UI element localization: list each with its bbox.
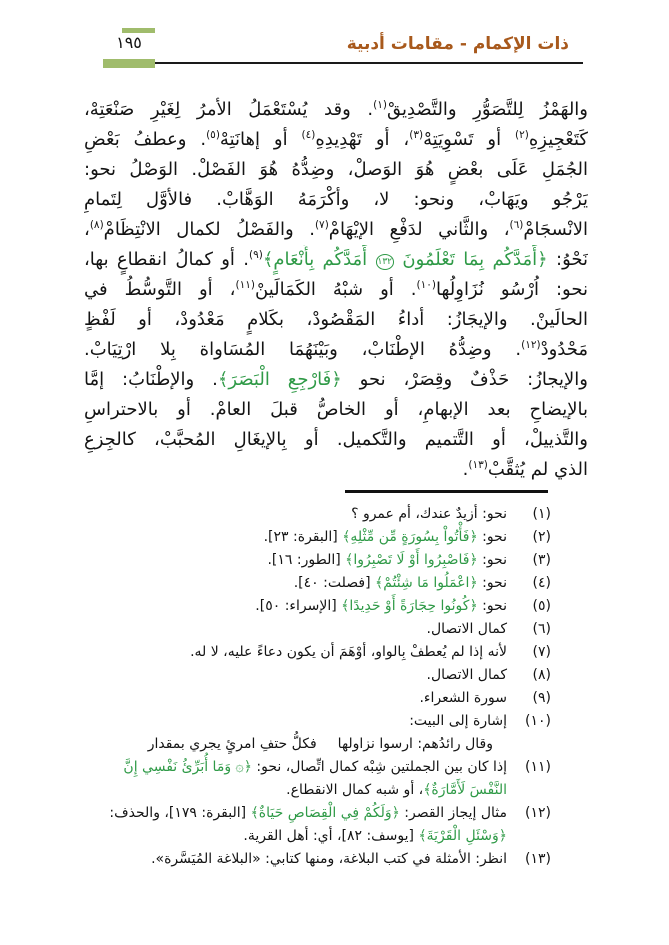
footnote-item [88,549,555,572]
text-run: يَرْجُو ويَهَابْ، ونحو: لا، وأكْرَمَهُ الوَهَّابْ. فالأوَّل لِتَمامِ [84,189,588,210]
text-run: كمال الاتصال. [426,667,507,683]
text-run: الحالَينْ. والإيجَازُ: أداءُ المَقْصُودْ، بكَلامٍ مَعْدُودْ، أو لَفْظٍ [84,309,588,330]
footnote-ref: (٩) [248,249,263,261]
text-run: . وضِدُّهُ الإطْنَابْ، وبَيْنَهُمَا المُسَاواة بِلا ارْتِيَابْ. [84,339,522,360]
text-run: . وقد يُسْتَعْمَلُ الأمرُ لِغَيْرِ صَنْعَتِهْ، [84,99,374,120]
text-run: الذي لم يُثقَّبْ [487,459,588,480]
text-run: والتَّذييلْ، أو التَّتميم والتَّكميل. أو بِالإيغَالِ المُحبَّبْ، كالجِزعِ [84,429,588,450]
body-line [84,185,588,215]
page-number: ١٩٥ [116,33,142,52]
text-run: . وعطفُ بَعْضِ [84,129,207,150]
text-run: لأنه إذا لم يُعطفْ بِالواو، أوْهَمَ أن يكون دعاءً عليه، لا له. [190,644,507,660]
text-run: نحو: [477,552,507,568]
footnote-number: (٩) [532,690,551,706]
footnote-content [267,552,507,568]
footnote-ref: (٤) [301,129,316,141]
text-run: بالإيضاحِ بعد الإبهامِ، أو الخاصُّ قبلَ العامْ. أو بالاحتراسِ [84,399,588,420]
quran-verse: ﴿وَلَكُمْ فِي الْقِصَاصِ حَيَاةٌ﴾ [250,805,400,821]
footnote-ref: (١٢) [521,339,541,351]
quran-verse: ﴿فَارْجِعِ الْبَصَرَ﴾ [217,369,342,390]
footnote-number: (١٣) [525,851,551,867]
text-run: . أو شبْهُ الكَمَالَينْ [255,279,417,300]
text-run: نحو: اُرْسُو نُزَاوِلُها [436,279,588,300]
text-run: إذا كان بين الجملتين شِبْه كمال اتِّصال، نحو: [251,759,507,775]
quran-verse: ﴿فَأْتُواْ بِسُورَةٍ مِّن مِّثْلِهِ﴾ [342,529,478,545]
footnote-ref: (١٣) [468,459,488,471]
text-run: نَحْوُ: [547,249,588,270]
footnote-content [427,621,507,637]
footnote-number: (٣) [532,552,551,568]
footnote-item [88,687,555,710]
body-line [84,125,588,155]
footnotes [88,503,555,871]
footnote-item [88,641,555,664]
quran-verse: ﴿۞ وَمَا أُبَرِّئُ نَفْسِي إِنَّ النَّفْسَ لَأَمَّارَةٌ﴾ [123,759,507,798]
footnote-ref: (٣) [409,129,424,141]
footnote-ref: (١) [373,99,387,111]
text-run: الجُمَلِ عَلَى بعْضٍ هُوَ الوَصلْ، وضِدُّهُ هُوَ الفَصْلْ. الوَصْلُ نحو: [84,159,588,180]
text-run: . والإطْنَابُ: إمَّا [84,369,218,390]
footnote-content [294,575,507,591]
footnote-item [88,572,555,595]
text-run: والهَمْزُ لِلتَّصَوُّرِ والتَّصْدِيقْ [386,99,588,120]
footnote-ref: (١٠) [416,279,437,291]
footnote-content [427,667,507,683]
text-run: [فصلت: ٤٠]. [293,575,375,591]
footnote-number: (١٠) [525,713,551,729]
green-bar-bottom [103,59,155,68]
footnote-number: (١٢) [525,805,551,821]
text-run: نحو: أزيدٌ عندك، أم عمرو ؟ [351,506,507,522]
body-line [84,305,588,335]
footnote-ref: (١١) [235,279,255,291]
body-line [84,215,588,245]
quran-verse: ﴿اعْمَلُوا مَا شِئْتُمْ﴾ [374,575,478,591]
footnote-item [88,595,555,618]
text-run: انظر: الأمثلة في كتب البلاغة، ومنها كتابي: «البلاغة المُيَسَّرة». [151,851,507,867]
quran-verse: ﴿فَاصْبِرُوا أَوْ لَا تَصْبِرُوا﴾ [345,552,478,568]
quran-verse: ﴿أَمَدَّكُم بِمَا تَعْلَمُونَ [394,249,548,270]
body-line [84,425,588,455]
footnote-number: (١) [532,506,551,522]
footnote-content [255,598,507,614]
footnote-content [109,805,507,844]
footnote-item [88,526,555,549]
text-run: نحو: [477,529,507,545]
quran-verse: ﴿وَسْئَلِ الْقَرْيَةَ﴾ [418,828,507,844]
text-run: مَحْدُودْ [540,339,588,360]
text-run: . [462,459,469,480]
body-line [84,395,588,425]
footnote-item [88,503,555,526]
text-run: سورة الشعراء. [419,690,507,706]
body-line [84,455,588,485]
footnote-number: (٨) [532,667,551,683]
text-run: ، أو تَهْدِيدِهِ [315,129,410,150]
text-run: [البقرة: ١٧٩]، والحذف: [109,805,251,821]
footnote-number: (٧) [532,644,551,660]
footnote-number: (٢) [532,529,551,545]
footnote-number: (٦) [532,621,551,637]
body-line [84,275,588,305]
footnote-ref: (٧) [314,219,329,231]
text-run: مثال إيجاز القصر: [399,805,507,821]
footnote-content [123,759,507,798]
footnote-item [88,664,555,687]
text-run: إشارة إلى البيت: [409,713,507,729]
text-run: [الإسراء: ٥٠]. [255,598,342,614]
text-run: نحو: [477,598,507,614]
ayah-number: ١٣٢ [376,254,395,270]
text-run: ، [84,219,90,240]
footnote-item [88,756,555,802]
header-rule [155,62,583,64]
footnote-content [351,506,507,522]
footnote-item [88,848,555,871]
text-run: . والفَصْلُ لكمال الانْتِظَامْ [103,219,315,240]
quran-verse: أَمَدَّكُم بِأَنْعَامٍ﴾ [262,249,376,270]
footnote-item [88,710,555,756]
footnote-number: (٤) [532,575,551,591]
text-run: ، أو التَّوسُّطُ في [84,279,236,300]
body-line [84,335,588,365]
text-run: ، والثَّاني لدَفْعِ الإيْهَامْ [328,219,510,240]
body-line [84,95,588,125]
body-line [84,155,588,185]
footnote-item [88,618,555,641]
text-run: أو إهانَتِهْ [219,129,302,150]
text-run: كمال الاتصال. [426,621,507,637]
text-run: ، أو شبه كمال الانقطاع. [286,782,424,798]
footnote-number: (١١) [525,759,551,775]
body-line [84,365,588,395]
page-title: ذات الإكمام - مقامات أدبية [346,34,569,54]
footnote-number: (٥) [532,598,551,614]
poetry-line: وقال رائدُهم: ارسوا نزاولها فكلُّ حتفِ امرئٍ يجري بمقدار [147,736,493,752]
text-run: الانْسجَامْ [523,219,588,240]
text-run: نحو: [477,575,507,591]
footnote-content [88,713,507,756]
footnote-item [88,802,555,848]
footnote-content [264,529,507,545]
text-run: [الطور: ١٦]. [267,552,346,568]
footnote-content [151,851,507,867]
body-line [84,245,588,275]
footnote-content [190,644,507,660]
footnote-ref: (٨) [89,219,104,231]
text-run: . أو كمالُ انقطاعٍ بها، [84,249,249,270]
footnote-separator [345,490,548,493]
footnote-ref: (٦) [509,219,524,231]
footnote-ref: (٥) [206,129,220,141]
text-run: والإيجازُ: حَذْفٌ وقِصَرْ، نحو [341,369,588,390]
text-run: كَتَعْجِيزِهِ [528,129,588,150]
quran-verse: ﴿كُونُوا حِجَارَةً أَوْ حَدِيدًا﴾ [341,598,478,614]
text-run: أو تَسْوِيَتِهْ [423,129,516,150]
text-run: [البقرة: ٢٣]. [263,529,343,545]
footnote-ref: (٢) [515,129,529,141]
footnote-content [419,690,507,706]
text-run: [يوسف: ٨٢]، أي: أهل القرية. [243,828,419,844]
body-text [84,95,588,485]
